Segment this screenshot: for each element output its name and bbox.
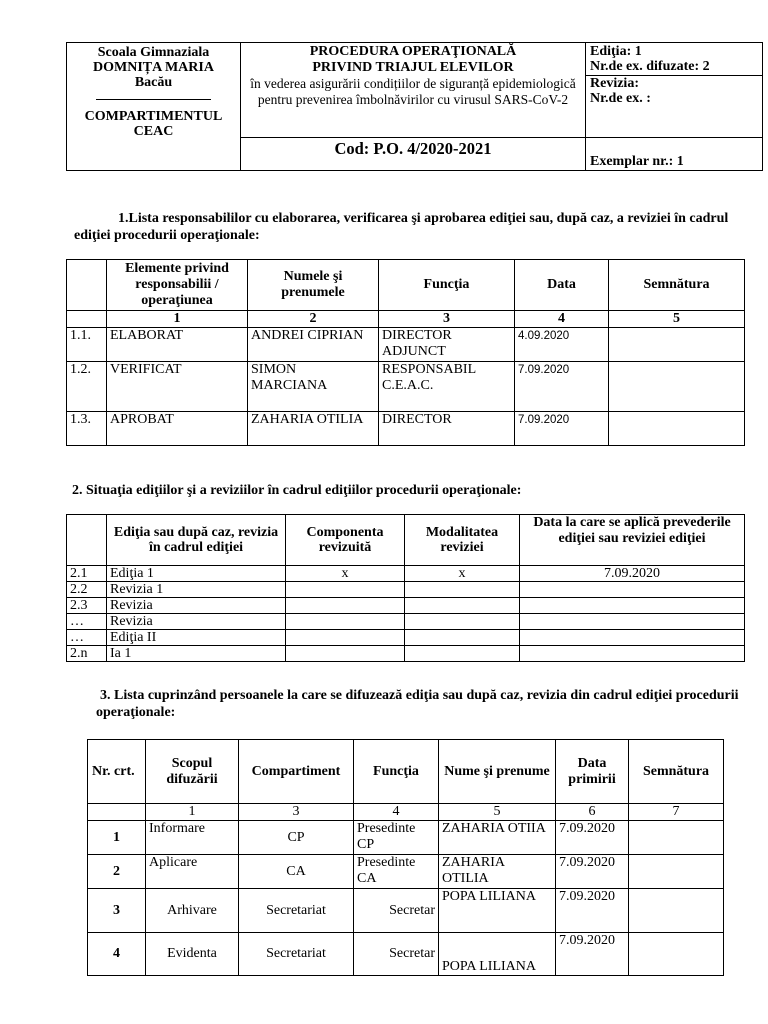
header-table	[66, 42, 763, 171]
number-cell-empty	[67, 311, 107, 328]
date-cell	[520, 630, 745, 646]
section3-heading: 3. Lista cuprinzând persoanele la care se difuzează ediţia sau după caz, revizia din cadrul ediţiei procedurii operaţionale:	[96, 688, 739, 720]
header-cell: Numele şi prenumele	[248, 260, 379, 311]
date-cell: 4.09.2020	[515, 328, 609, 362]
column-number: 5	[439, 804, 556, 821]
operation-cell: ELABORAT	[107, 328, 248, 362]
responsibles-table	[66, 259, 745, 446]
table-header-row	[67, 260, 745, 311]
function-cell: Secretar	[354, 889, 439, 933]
department-cell: Secretariat	[239, 889, 354, 933]
header-cell: Semnătura	[609, 260, 745, 311]
modality-cell	[405, 630, 520, 646]
edition-cell: Ediţia 1	[107, 566, 286, 582]
operation-cell: APROBAT	[107, 412, 248, 446]
table-header-row	[67, 515, 745, 566]
function-cell: Presedinte CA	[354, 855, 439, 889]
component-cell: x	[286, 566, 405, 582]
row-number: 1.2.	[67, 362, 107, 412]
header-cell-empty	[67, 515, 107, 566]
scope-cell: Arhivare	[146, 889, 239, 933]
signature-cell	[629, 821, 724, 855]
copy-number-label: Exemplar nr.: 1	[590, 154, 684, 169]
procedure-subtitle: în vederea asigurării condițiilor de siguranță epidemiologică pentru prevenirea îmbolnăvirilor cu virusul SARS-CoV-2	[250, 76, 576, 107]
scope-cell: Aplicare	[146, 855, 239, 889]
date-cell	[520, 598, 745, 614]
date-cell: 7.09.2020	[556, 855, 629, 889]
header-cell: Scopul difuzării	[146, 740, 239, 804]
signature-cell	[609, 328, 745, 362]
column-number: 4	[354, 804, 439, 821]
function-cell: DIRECTOR ADJUNCT	[379, 328, 515, 362]
table-row	[88, 933, 724, 976]
scope-cell: Evidenta	[146, 933, 239, 976]
table-row	[67, 614, 745, 630]
column-number: 3	[239, 804, 354, 821]
separator-line	[96, 99, 211, 100]
modality-cell	[405, 582, 520, 598]
column-number: 6	[556, 804, 629, 821]
modality-cell	[405, 598, 520, 614]
edition-cell: Ia 1	[107, 646, 286, 662]
column-number-row	[88, 804, 724, 821]
modality-cell	[405, 614, 520, 630]
code-cell	[241, 138, 586, 171]
row-number: …	[67, 630, 107, 646]
copies-label: Nr.de ex. :	[590, 91, 651, 106]
edition-cell	[586, 43, 763, 138]
table-row	[67, 362, 745, 412]
row-number: …	[67, 614, 107, 630]
column-number: 3	[379, 311, 515, 328]
function-cell: DIRECTOR	[379, 412, 515, 446]
scope-cell: Informare	[146, 821, 239, 855]
table-header-row	[88, 740, 724, 804]
header-cell: Semnătura	[629, 740, 724, 804]
date-cell: 7.09.2020	[515, 412, 609, 446]
header-cell: Compartiment	[239, 740, 354, 804]
edition-cell: Revizia 1	[107, 582, 286, 598]
row-number: 2.n	[67, 646, 107, 662]
department-line2: CEAC	[133, 124, 174, 139]
operation-cell: VERIFICAT	[107, 362, 248, 412]
name-cell: ZAHARIA OTILIA	[248, 412, 379, 446]
header-cell: Elemente privind responsabilii / operaţiunea	[107, 260, 248, 311]
school-cell	[67, 43, 241, 171]
column-number: 1	[107, 311, 248, 328]
copies-distributed-label: Nr.de ex. difuzate: 2	[586, 59, 762, 76]
column-number: 4	[515, 311, 609, 328]
distribution-table	[87, 739, 724, 976]
modality-cell	[405, 646, 520, 662]
edition-cell: Ediţia II	[107, 630, 286, 646]
name-cell: POPA LILIANA	[439, 889, 556, 933]
signature-cell	[629, 855, 724, 889]
header-cell-empty	[67, 260, 107, 311]
date-cell: 7.09.2020	[556, 821, 629, 855]
column-number-row	[67, 311, 745, 328]
column-number: 1	[146, 804, 239, 821]
edition-label: Ediţia: 1	[590, 44, 642, 59]
name-cell: ZAHARIA OTILIA	[439, 855, 556, 889]
header-cell: Data	[515, 260, 609, 311]
component-cell	[286, 614, 405, 630]
row-number: 2.2	[67, 582, 107, 598]
signature-cell	[609, 412, 745, 446]
edition-cell: Revizia	[107, 614, 286, 630]
header-cell: Modalitatea reviziei	[405, 515, 520, 566]
name-cell: ZAHARIA OTIIA	[439, 821, 556, 855]
column-number: 2	[248, 311, 379, 328]
department-line1: COMPARTIMENTUL	[84, 109, 223, 124]
department-cell: CA	[239, 855, 354, 889]
column-number: 7	[629, 804, 724, 821]
edition-cell: Revizia	[107, 598, 286, 614]
table-row	[67, 566, 745, 582]
procedure-title-cell	[241, 43, 586, 138]
school-name-line2: DOMNIȚA MARIA	[93, 60, 214, 75]
table-row	[67, 328, 745, 362]
row-number: 1	[88, 821, 146, 855]
table-row	[88, 889, 724, 933]
header-cell: Componenta revizuită	[286, 515, 405, 566]
function-cell: Presedinte CP	[354, 821, 439, 855]
table-row	[67, 630, 745, 646]
procedure-title-line1: PROCEDURA OPERAŢIONALĂ	[309, 44, 517, 59]
department-cell: Secretariat	[239, 933, 354, 976]
signature-cell	[629, 889, 724, 933]
row-number: 1.1.	[67, 328, 107, 362]
component-cell	[286, 630, 405, 646]
header-cell: Nume şi prenume	[439, 740, 556, 804]
date-cell	[520, 614, 745, 630]
table-row	[67, 582, 745, 598]
school-name-line1: Scoala Gimnaziala	[97, 45, 210, 60]
row-number: 2	[88, 855, 146, 889]
component-cell	[286, 646, 405, 662]
number-cell-empty	[88, 804, 146, 821]
date-cell: 7.09.2020	[556, 889, 629, 933]
name-cell: SIMON MARCIANA	[248, 362, 379, 412]
date-cell	[520, 582, 745, 598]
table-row	[67, 646, 745, 662]
table-row	[67, 598, 745, 614]
row-number: 2.3	[67, 598, 107, 614]
procedure-code: Cod: P.O. 4/2020-2021	[334, 139, 492, 158]
header-cell: Nr. crt.	[88, 740, 146, 804]
row-number: 4	[88, 933, 146, 976]
function-cell: Secretar	[354, 933, 439, 976]
header-cell: Funcţia	[379, 260, 515, 311]
signature-cell	[609, 362, 745, 412]
table-row	[88, 855, 724, 889]
date-cell	[520, 646, 745, 662]
function-cell: RESPONSABIL C.E.A.C.	[379, 362, 515, 412]
signature-cell	[629, 933, 724, 976]
date-cell: 7.09.2020	[556, 933, 629, 976]
section1-heading: 1.Lista responsabililor cu elaborarea, verificarea şi aprobarea ediţiei sau, după caz, a reviziei în cadrul ediţiei procedurii operaţionale:	[74, 211, 729, 243]
section2-heading: 2. Situaţia ediţiilor şi a reviziilor în cadrul ediţiilor procedurii operaţionale:	[72, 483, 522, 498]
component-cell	[286, 582, 405, 598]
school-city: Bacău	[134, 75, 173, 90]
date-cell: 7.09.2020	[520, 566, 745, 582]
name-cell: POPA LILIANA	[439, 933, 556, 976]
header-cell: Data primirii	[556, 740, 629, 804]
editions-table	[66, 514, 745, 662]
table-row	[88, 821, 724, 855]
row-number: 2.1	[67, 566, 107, 582]
component-cell	[286, 598, 405, 614]
procedure-title-line2: PRIVIND TRIAJUL ELEVILOR	[312, 60, 514, 75]
column-number: 5	[609, 311, 745, 328]
department-cell: CP	[239, 821, 354, 855]
copy-number-cell	[586, 138, 763, 171]
row-number: 1.3.	[67, 412, 107, 446]
name-cell: ANDREI CIPRIAN	[248, 328, 379, 362]
date-cell: 7.09.2020	[515, 362, 609, 412]
revision-label: Revizia:	[590, 76, 639, 91]
header-cell: Data la care se aplică prevederile ediţiei sau reviziei ediţiei	[520, 515, 745, 566]
header-cell: Ediţia sau după caz, revizia în cadrul ediţiei	[107, 515, 286, 566]
row-number: 3	[88, 889, 146, 933]
table-row	[67, 412, 745, 446]
header-cell: Funcţia	[354, 740, 439, 804]
modality-cell: x	[405, 566, 520, 582]
